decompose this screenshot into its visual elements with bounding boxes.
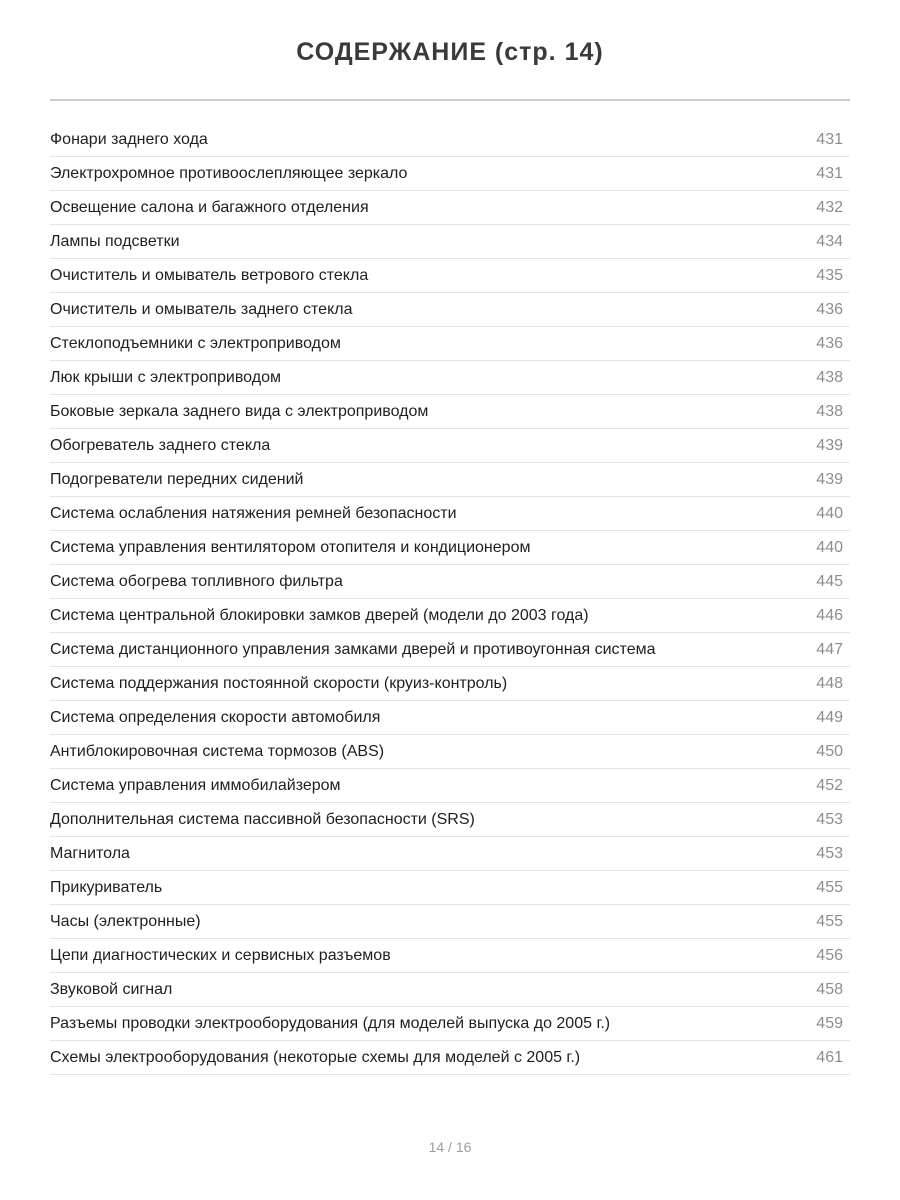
- toc-row: [50, 633, 850, 667]
- toc-row: [50, 157, 850, 191]
- toc-item-page: 431: [816, 130, 843, 148]
- header-divider: [50, 99, 850, 101]
- toc-item-label: Люк крыши с электроприводом: [50, 368, 281, 386]
- toc-item-page: 439: [816, 470, 843, 488]
- toc-row: [50, 973, 850, 1007]
- toc-row: [50, 905, 850, 939]
- toc-list: [50, 123, 850, 1075]
- toc-item-label: Система обогрева топливного фильтра: [50, 572, 343, 590]
- toc-item-label: Электрохромное противоослепляющее зеркало: [50, 164, 408, 182]
- page-title: СОДЕРЖАНИЕ (стр. 14): [296, 38, 604, 66]
- toc-item-page: 438: [816, 402, 843, 420]
- toc-item-label: Боковые зеркала заднего вида с электроприводом: [50, 402, 429, 420]
- toc-item-label: Система управления иммобилайзером: [50, 776, 341, 794]
- toc-row: [50, 123, 850, 157]
- toc-item-page: 447: [816, 640, 843, 658]
- toc-item-page: 449: [816, 708, 843, 726]
- toc-row: [50, 871, 850, 905]
- toc-row: [50, 939, 850, 973]
- toc-row: [50, 803, 850, 837]
- toc-item-page: 455: [816, 912, 843, 930]
- toc-row: [50, 361, 850, 395]
- toc-row: [50, 837, 850, 871]
- toc-item-label: Фонари заднего хода: [50, 130, 208, 148]
- toc-row: [50, 735, 850, 769]
- toc-item-page: 431: [816, 164, 843, 182]
- toc-row: [50, 565, 850, 599]
- toc-item-page: 440: [816, 538, 843, 556]
- toc-item-label: Разъемы проводки электрооборудования (для моделей выпуска до 2005 г.): [50, 1014, 611, 1032]
- toc-item-page: 434: [816, 232, 843, 250]
- toc-item-label: Обогреватель заднего стекла: [50, 436, 271, 454]
- toc-item-page: 452: [816, 776, 843, 794]
- toc-item-label: Цепи диагностических и сервисных разъемов: [50, 946, 391, 964]
- toc-item-page: 439: [816, 436, 843, 454]
- toc-item-label: Система дистанционного управления замками дверей и противоугонная система: [50, 640, 656, 658]
- toc-row: [50, 259, 850, 293]
- toc-item-page: 435: [816, 266, 843, 284]
- toc-item-page: 461: [816, 1048, 843, 1066]
- toc-row: [50, 599, 850, 633]
- toc-row: [50, 327, 850, 361]
- toc-item-page: 436: [816, 334, 843, 352]
- toc-item-page: 445: [816, 572, 843, 590]
- toc-item-page: 450: [816, 742, 843, 760]
- toc-row: [50, 191, 850, 225]
- toc-item-page: 432: [816, 198, 843, 216]
- toc-row: [50, 701, 850, 735]
- toc-item-label: Очиститель и омыватель заднего стекла: [50, 300, 353, 318]
- toc-row: [50, 769, 850, 803]
- toc-item-label: Система определения скорости автомобиля: [50, 708, 381, 726]
- toc-item-label: Подогреватели передних сидений: [50, 470, 304, 488]
- toc-item-label: Звуковой сигнал: [50, 980, 173, 998]
- toc-row: [50, 1007, 850, 1041]
- toc-item-page: 456: [816, 946, 843, 964]
- toc-item-page: 455: [816, 878, 843, 896]
- toc-item-label: Часы (электронные): [50, 912, 201, 930]
- toc-item-page: 458: [816, 980, 843, 998]
- toc-item-page: 438: [816, 368, 843, 386]
- toc-item-page: 440: [816, 504, 843, 522]
- toc-item-page: 436: [816, 300, 843, 318]
- toc-item-label: Система управления вентилятором отопителя и кондиционером: [50, 538, 531, 556]
- toc-item-label: Освещение салона и багажного отделения: [50, 198, 369, 216]
- toc-row: [50, 667, 850, 701]
- toc-row: [50, 1041, 850, 1075]
- page-indicator: 14 / 16: [428, 1139, 472, 1155]
- toc-row: [50, 429, 850, 463]
- toc-row: [50, 463, 850, 497]
- toc-item-label: Очиститель и омыватель ветрового стекла: [50, 266, 369, 284]
- toc-item-page: 448: [816, 674, 843, 692]
- toc-item-page: 459: [816, 1014, 843, 1032]
- toc-item-label: Система центральной блокировки замков дверей (модели до 2003 года): [50, 606, 589, 624]
- toc-row: [50, 497, 850, 531]
- toc-item-label: Магнитола: [50, 844, 130, 862]
- toc-item-page: 453: [816, 844, 843, 862]
- toc-row: [50, 531, 850, 565]
- toc-item-label: Дополнительная система пассивной безопасности (SRS): [50, 810, 475, 828]
- toc-item-page: 446: [816, 606, 843, 624]
- toc-row: [50, 293, 850, 327]
- toc-row: [50, 225, 850, 259]
- toc-item-label: Система поддержания постоянной скорости (круиз-контроль): [50, 674, 508, 692]
- toc-item-label: Стеклоподъемники с электроприводом: [50, 334, 341, 352]
- toc-item-label: Система ослабления натяжения ремней безопасности: [50, 504, 457, 522]
- toc-item-label: Прикуриватель: [50, 878, 163, 896]
- toc-item-label: Лампы подсветки: [50, 232, 180, 250]
- toc-row: [50, 395, 850, 429]
- toc-item-page: 453: [816, 810, 843, 828]
- toc-item-label: Схемы электрооборудования (некоторые схемы для моделей с 2005 г.): [50, 1048, 581, 1066]
- toc-item-label: Антиблокировочная система тормозов (ABS): [50, 742, 385, 760]
